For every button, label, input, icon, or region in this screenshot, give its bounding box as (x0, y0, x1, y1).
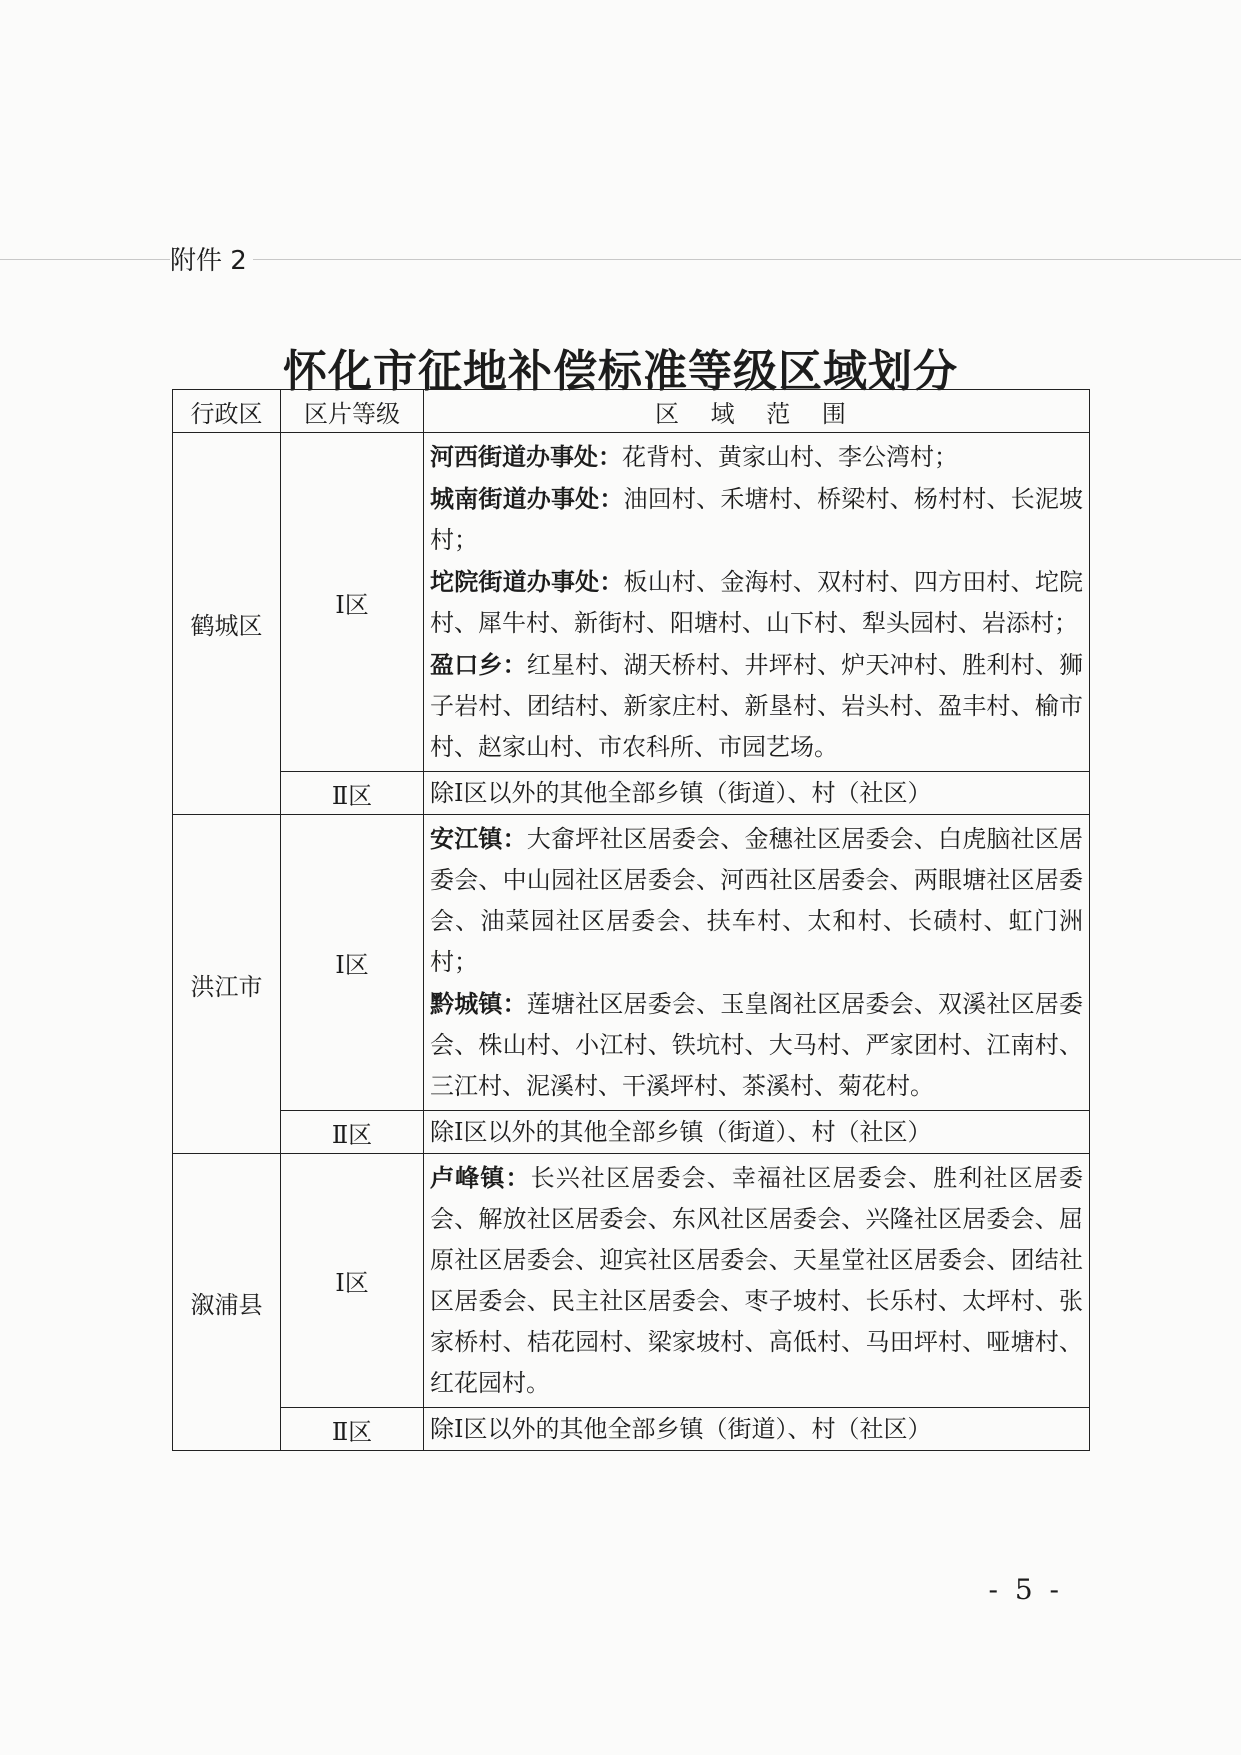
village-list: 除Ⅰ区以外的其他全部乡镇（街道）、村（社区） (430, 1118, 932, 1146)
town-name: 黔城镇： (430, 989, 527, 1018)
table-row (173, 433, 1090, 772)
range-entry (430, 1157, 1083, 1404)
village-list: 花背村、黄家山村、李公湾村； (622, 443, 958, 471)
village-list: 莲塘社区居委会、玉皇阁社区居委会、双溪社区居委会、株山村、小江村、铁坑村、大马村、严家团村、江南村、三江村、泥溪村、干溪坪村、茶溪村、菊花村。 (430, 990, 1084, 1100)
zone-range (424, 772, 1090, 815)
town-name: 坨院街道办事处： (430, 567, 624, 596)
town-name: 城南街道办事处： (430, 484, 624, 513)
header-grade: 区片等级 (281, 390, 424, 433)
range-entry (430, 478, 1083, 561)
village-list: 大畲坪社区居委会、金穗社区居委会、白虎脑社区居委会、中山园社区居委会、河西社区居委会、两眼塘社区居委会、油菜园社区居委会、扶车村、太和村、长碛村、虹门洲村； (430, 825, 1084, 976)
range-entry (430, 818, 1083, 983)
district-name: 鹤城区 (173, 433, 281, 815)
zone-grade: Ⅰ区 (281, 815, 424, 1111)
village-list: 长兴社区居委会、幸福社区居委会、胜利社区居委会、解放社区居委会、东风社区居委会、兴隆社区居委会、屈原社区居委会、迎宾社区居委会、天星堂社区居委会、团结社区居委会、民主社区居委会、枣子坡村、长乐村、太坪村、张家桥村、桔花园村、梁家坡村、高低村、马田坪村、哑塘村、红花园村。 (430, 1164, 1083, 1397)
zone-grade: Ⅰ区 (281, 1154, 424, 1408)
zone-grade: Ⅱ区 (281, 1408, 424, 1451)
range-entry (430, 983, 1083, 1107)
village-list: 油回村、禾塘村、桥梁村、杨村村、长泥坡村； (430, 485, 1084, 554)
page-title: 怀化市征地补偿标准等级区域划分 (283, 346, 958, 397)
zone-range (424, 1154, 1090, 1408)
attachment-label: 附件 2 (170, 240, 253, 277)
town-name: 安江镇： (430, 824, 527, 853)
district-name: 洪江市 (173, 815, 281, 1154)
table-row (173, 1408, 1090, 1451)
page-number: - 5 - (988, 1573, 1063, 1606)
header-district: 行政区 (173, 390, 281, 433)
village-list: 红星村、湖天桥村、井坪村、炉天冲村、胜利村、狮子岩村、团结村、新家庄村、新垦村、岩头村、盈丰村、榆市村、赵家山村、市农科所、市园艺场。 (430, 651, 1084, 761)
zone-grade: Ⅰ区 (281, 433, 424, 772)
zone-range (424, 1111, 1090, 1154)
range-entry (430, 644, 1083, 768)
zone-range (424, 815, 1090, 1111)
table-row (173, 1111, 1090, 1154)
table-row (173, 815, 1090, 1111)
town-name: 卢峰镇： (430, 1163, 531, 1192)
table-row (173, 772, 1090, 815)
village-list: 板山村、金海村、双村村、四方田村、坨院村、犀牛村、新街村、阳塘村、山下村、犁头园村、岩添村； (430, 568, 1084, 637)
table-row (173, 1154, 1090, 1408)
zoning-table (172, 389, 1090, 1451)
village-list: 除Ⅰ区以外的其他全部乡镇（街道）、村（社区） (430, 1415, 932, 1443)
zone-range (424, 1408, 1090, 1451)
district-name: 溆浦县 (173, 1154, 281, 1451)
town-name: 盈口乡： (430, 650, 527, 679)
header-range: 区 域 范 围 (424, 390, 1090, 433)
zone-grade: Ⅱ区 (281, 1111, 424, 1154)
town-name: 河西街道办事处： (430, 442, 622, 471)
zone-range (424, 433, 1090, 772)
table-header-row (173, 390, 1090, 433)
village-list: 除Ⅰ区以外的其他全部乡镇（街道）、村（社区） (430, 779, 932, 807)
zone-grade: Ⅱ区 (281, 772, 424, 815)
range-entry (430, 561, 1083, 644)
range-entry (430, 436, 1083, 478)
